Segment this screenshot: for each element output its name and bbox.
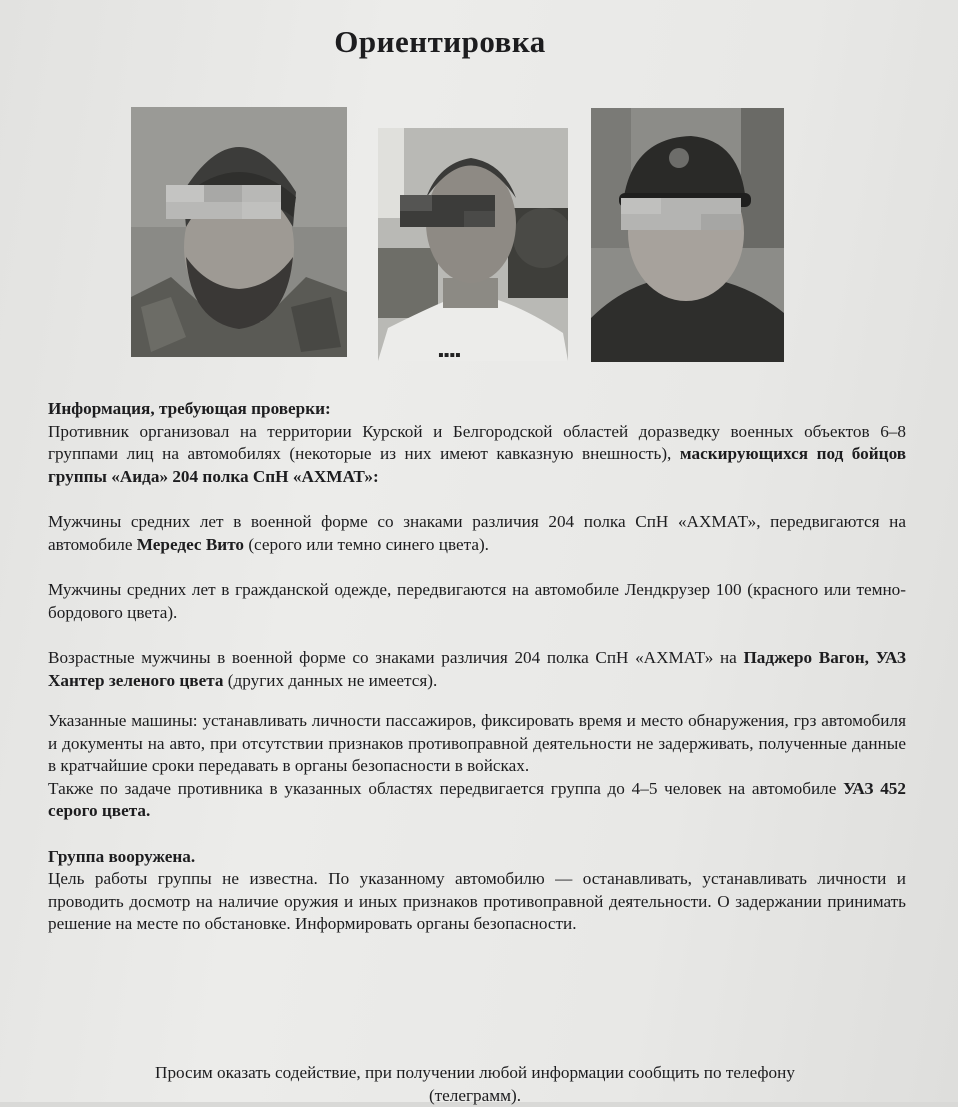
contact-request-line-1: Просим оказать содействие, при получении любой информации сообщить по телефону: [60, 1062, 890, 1085]
task-text: Также по задаче противника в указанных областях передвигается группа до 4–5 человек на автомобиле: [48, 779, 836, 798]
intro-paragraph: [48, 421, 906, 489]
task-car: УАЗ 452 серого цвета.: [48, 779, 906, 821]
armed-heading: Группа вооружена.: [48, 846, 906, 869]
intro-text: Противник организовал на территории Курской и Белгородской областей доразведку военных объектов 6–8 группами лиц на автомобилях (некоторые из них имеют кавказную внешность),: [48, 422, 906, 464]
check-heading: Информация, требующая проверки:: [48, 398, 906, 421]
group-3-tail: (других данных не имеется).: [228, 671, 438, 690]
contact-request: [60, 1062, 890, 1107]
group-1-tail: (серого или темно синего цвета).: [248, 535, 489, 554]
group-1-car: Мередес Вито: [137, 535, 244, 554]
group-2-paragraph: Мужчины средних лет в гражданской одежде, передвигаются на автомобиле Лендкрузер 100 (красного или темно-бордового цвета).: [48, 579, 906, 624]
svg-text:▪▪▪▪: ▪▪▪▪: [438, 347, 461, 361]
armed-paragraph: Цель работы группы не известна. По указанному автомобилю — останавливать, устанавливать личности и проводить досмотр на наличие оружия и иных признаков противоправной деятельности. О задержании принимать решение на месте по обстановке. Информировать органы безопасности.: [48, 868, 906, 936]
instructions-paragraph: Указанные машины: устанавливать личности пассажиров, фиксировать время и место обнаружения, грз автомобиля и документы на авто, при отсутствии признаков противоправной деятельности не задерживать, полученные данные в кратчайшие сроки передавать в органы безопасности в войсках.: [48, 710, 906, 778]
task-paragraph: [48, 778, 906, 823]
group-1-paragraph: [48, 511, 906, 556]
suspect-photo-1: [131, 107, 347, 357]
notice-body: [48, 398, 906, 936]
page-title: Ориентировка: [0, 24, 880, 60]
group-3-cars: Паджеро Вагон, УАЗ Хантер зеленого цвета: [48, 648, 906, 690]
suspect-photo-2: [378, 128, 568, 361]
suspect-photo-3: [591, 108, 784, 362]
contact-request-line-2: (телеграмм).: [60, 1085, 890, 1107]
group-3-paragraph: [48, 647, 906, 692]
group-3-text: Возрастные мужчины в военной форме со знаками различия 204 полка СпН «АХМАТ» на: [48, 648, 737, 667]
group-1-text: Мужчины средних лет в военной форме со знаками различия 204 полка СпН «АХМАТ», передвигаются на автомобиле: [48, 512, 906, 554]
intro-bold-text: маскирующихся под бойцов группы «Аида» 204 полка СпН «АХМАТ»:: [48, 444, 906, 486]
